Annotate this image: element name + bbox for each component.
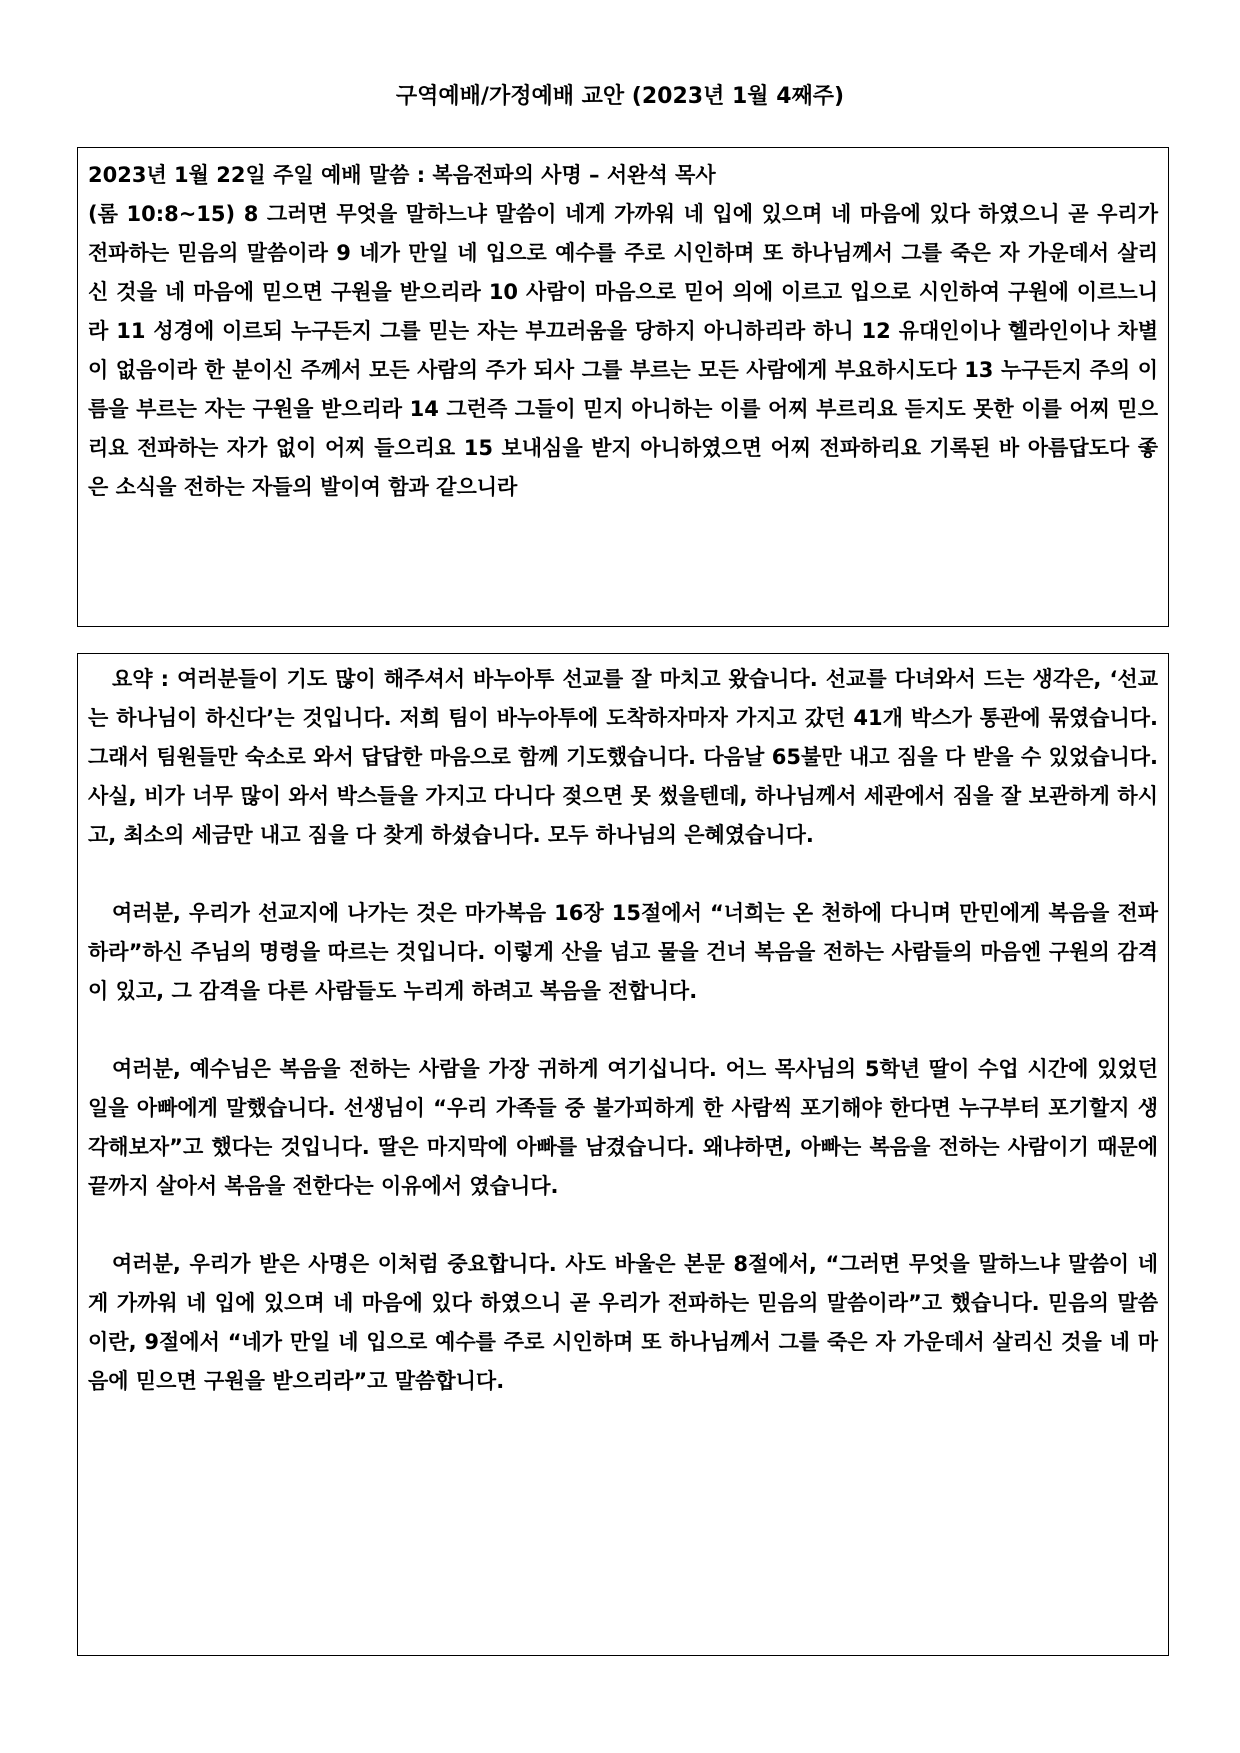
page-title: 구역예배/가정예배 교안 (2023년 1월 4째주): [395, 84, 845, 109]
summary-paragraph-4: 여러분, 우리가 받은 사명은 이처럼 중요합니다. 사도 바울은 본문 8절에서, “그러면 무엇을 말하느냐 말씀이 네게 가까워 네 입에 있으며 네 마음에 있다 하였으니 곧 우리가 전파하는 믿음의 말씀이라”고 했습니다. 믿음의 말씀이란, 9절에서 “네가 만일 네 입으로 예수를 주로 시인하며 또 하나님께서 그를 죽은 자 가운데서 살리신 것을 네 마음에 믿으면 구원을 받으리라”고 말씀합니다.: [88, 1252, 1158, 1393]
sermon-heading: 2023년 1월 22일 주일 예배 말씀 : 복음전파의 사명 – 서완석 목사: [88, 163, 716, 187]
scripture-text: (롬 10:8~15) 8 그러면 무엇을 말하느냐 말씀이 네게 가까워 네 입에 있으며 네 마음에 있다 하였으니 곧 우리가 전파하는 믿음의 말씀이라 9 네가 만일 네 입으로 예수를 주로 시인하며 또 하나님께서 그를 죽은 자 가운데서 살리신 것을 네 마음에 믿으면 구원을 받으리라 10 사람이 마음으로 믿어 의에 이르고 입으로 시인하여 구원에 이르느니라 11 성경에 이르되 누구든지 그를 믿는 자는 부끄러움을 당하지 아니하리라 하니 12 유대인이나 헬라인이나 차별이 없음이라 한 분이신 주께서 모든 사람의 주가 되사 그를 부르는 모든 사람에게 부요하시도다 13 누구든지 주의 이름을 부르는 자는 구원을 받으리라 14 그런즉 그들이 믿지 아니하는 이를 어찌 부르리요 듣지도 못한 이를 어찌 믿으리요 전파하는 자가 없이 어찌 들으리요 15 보내심을 받지 아니하였으면 어찌 전파하리요 기록된 바 아름답도다 좋은 소식을 전하는 자들의 발이여 함과 같으니라: [88, 202, 1158, 499]
summary-paragraph-2: 여러분, 우리가 선교지에 나가는 것은 마가복음 16장 15절에서 “너희는 온 천하에 다니며 만민에게 복음을 전파하라”하신 주님의 명령을 따르는 것입니다. 이렇게 산을 넘고 물을 건너 복음을 전하는 사람들의 마음엔 구원의 감격이 있고, 그 감격을 다른 사람들도 누리게 하려고 복음을 전합니다.: [88, 901, 1158, 1003]
paragraph-spacer: [88, 1206, 1158, 1245]
paragraph-spacer: [88, 1011, 1158, 1050]
paragraph-spacer: [88, 855, 1158, 894]
summary-paragraph-3: 여러분, 예수님은 복음을 전하는 사람을 가장 귀하게 여기십니다. 어느 목사님의 5학년 딸이 수업 시간에 있었던 일을 아빠에게 말했습니다. 선생님이 “우리 가족들 중 불가피하게 한 사람씩 포기해야 한다면 누구부터 포기할지 생각해보자”고 했다는 것입니다. 딸은 마지막에 아빠를 남겼습니다. 왜냐하면, 아빠는 복음을 전하는 사람이기 때문에 끝까지 살아서 복음을 전한다는 이유에서 였습니다.: [88, 1057, 1158, 1198]
summary-paragraph-1: 요약 : 여러분들이 기도 많이 해주셔서 바누아투 선교를 잘 마치고 왔습니다. 선교를 다녀와서 드는 생각은, ‘선교는 하나님이 하신다’는 것입니다. 저희 팀이 바누아투에 도착하자마자 가지고 갔던 41개 박스가 통관에 묶였습니다. 그래서 팀원들만 숙소로 와서 답답한 마음으로 함께 기도했습니다. 다음날 65불만 내고 짐을 다 받을 수 있었습니다. 사실, 비가 너무 많이 와서 박스들을 가지고 다니다 젖으면 못 썼을텐데, 하나님께서 세관에서 짐을 잘 보관하게 하시고, 최소의 세금만 내고 짐을 다 찾게 하셨습니다. 모두 하나님의 은혜였습니다.: [88, 667, 1158, 847]
summary-box: [77, 653, 1169, 1656]
scripture-box: [77, 147, 1169, 627]
